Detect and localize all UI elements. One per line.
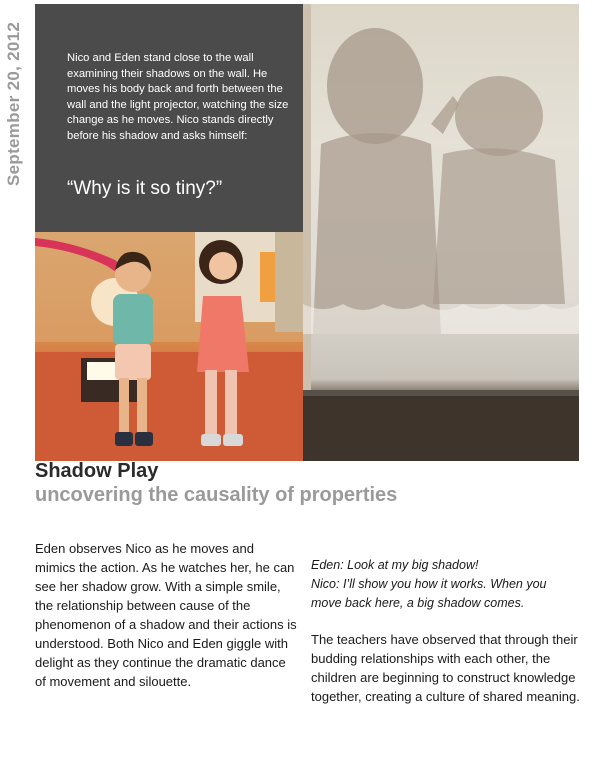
shadow-photo-illustration (303, 4, 579, 461)
dialogue-line-nico-2: move back here, a big shadow comes. (311, 596, 525, 610)
date-label: September 20, 2012 (4, 21, 23, 186)
left-column-paragraph: Eden observes Nico as he moves and mimics the action. As he watches her, he can see her shadow grow. With a simple smile, the relationship between cause of the phenomenon of a shadow and their actions is understood. Both Nico and Eden giggle with delight as they continue the dramatic dance of movement and silouette. (35, 541, 297, 689)
shadow-photo (303, 4, 579, 461)
children-photo (35, 232, 303, 461)
intro-quote: “Why is it so tiny?” (67, 178, 223, 199)
right-column-paragraph: The teachers have observed that through their budding relationships with each other, the children are beginning to construct knowledge together, creating a culture of shared meaning. (311, 632, 580, 704)
subtitle: uncovering the causality of properties (35, 484, 398, 506)
intro-paragraph: Nico and Eden stand close to the wall examining their shadows on the wall. He moves his body back and forth between the wall and the light projector, watching the size change as he moves. Nico stands directly before his shadow and asks himself: (67, 52, 289, 142)
dialogue (311, 556, 583, 613)
children-photo-illustration (35, 232, 303, 461)
title: Shadow Play (35, 460, 159, 482)
intro-text-box (35, 4, 303, 232)
dialogue-line-nico-1: Nico: I’ll show you how it works. When you (311, 577, 547, 591)
dialogue-line-eden: Eden: Look at my big shadow! (311, 558, 479, 572)
